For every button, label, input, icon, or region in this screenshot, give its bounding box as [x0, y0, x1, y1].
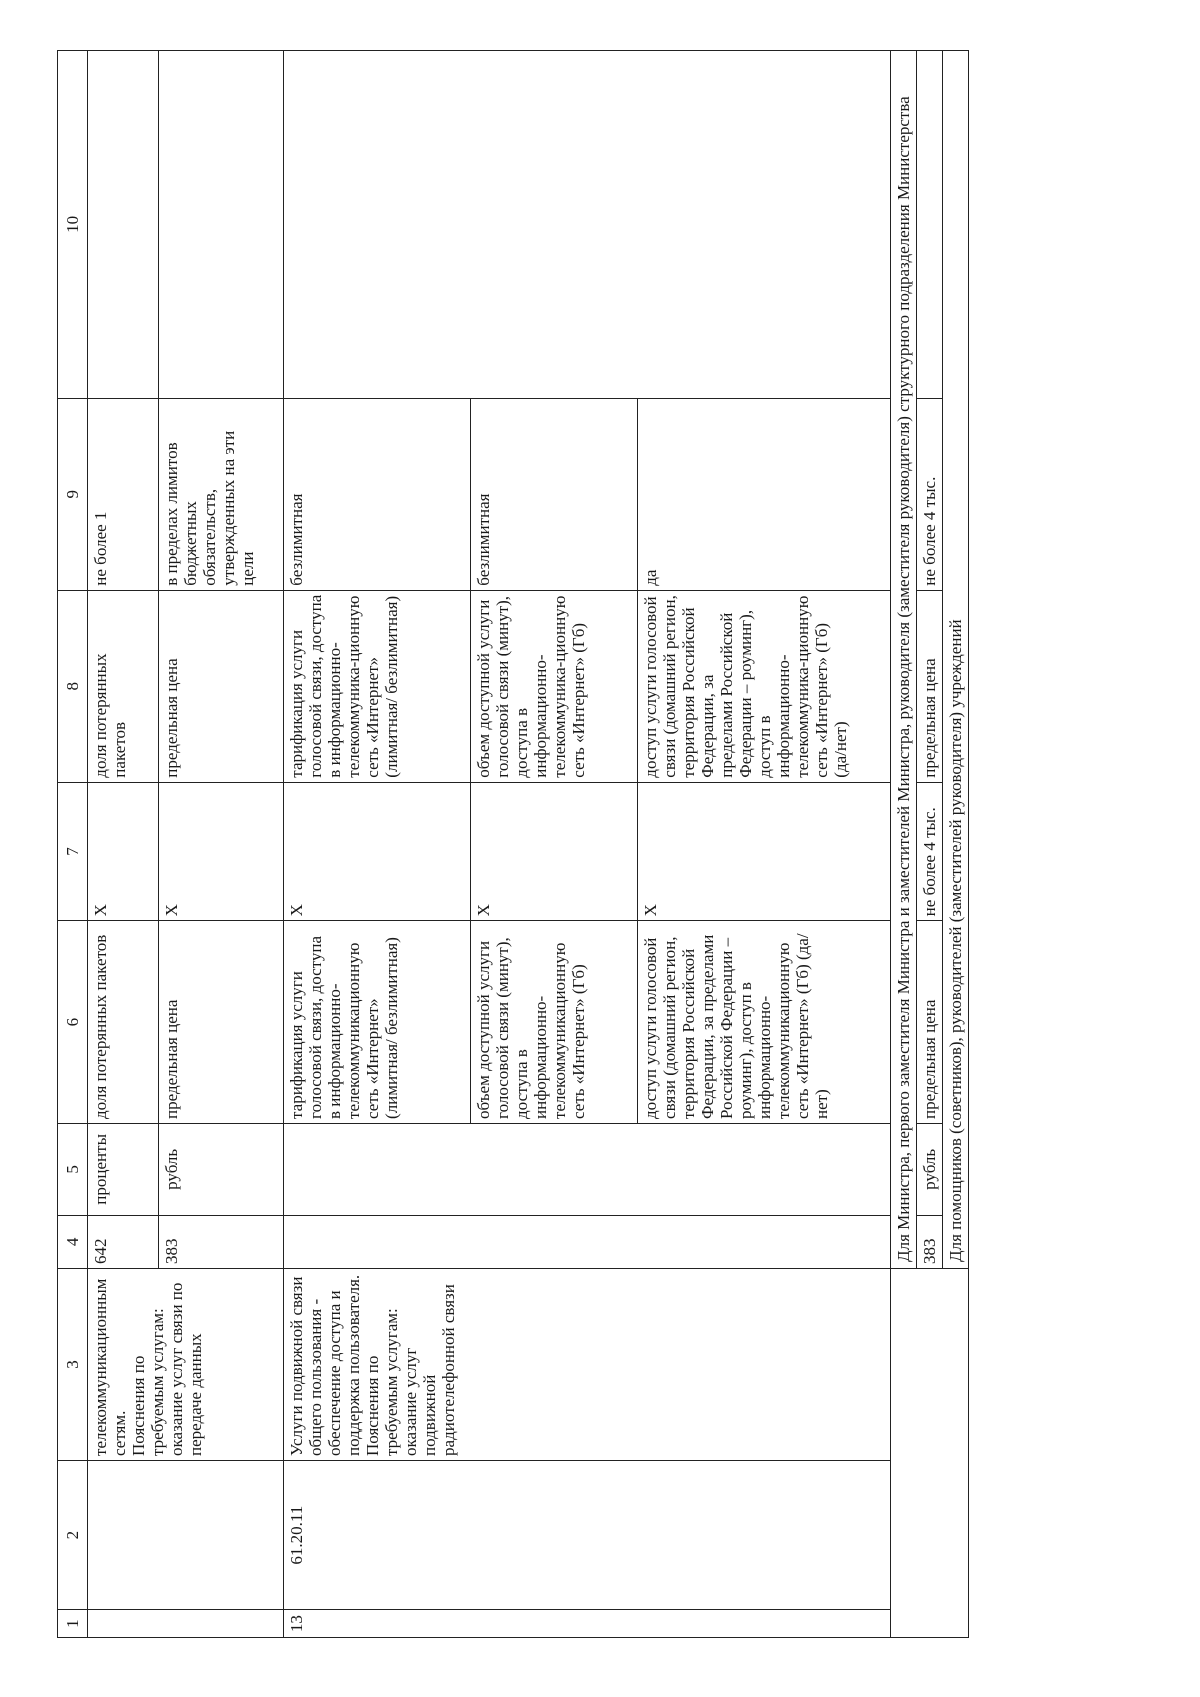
cell-approved-characteristics-list [284, 590, 891, 782]
approved-characteristic-item: тарификация услуги голосовой связи, доступа в информационно-телекоммуника-ционную сеть «Интернет» (лимитная/ безлимитная) [287, 594, 401, 778]
rotated-document-page [57, 50, 1127, 1638]
cell-empty [88, 1460, 284, 1609]
service-explanation-text: Пояснения по требуемым услугам: оказание услуг связи по передаче данных [129, 1282, 205, 1456]
section-heading-row-minister [891, 51, 917, 1638]
cell-service-description: Услуги подвижной связи общего пользования - обеспечение доступа и поддержка пользователя. Пояснения по требуемым услугам: оказание услуг подвижной радиотелефонной связи [284, 1269, 891, 1461]
mark-item: X [637, 783, 663, 921]
mark-item: X [287, 904, 306, 917]
cell-empty [284, 51, 891, 399]
cell-empty [88, 51, 159, 399]
table-row-continued-packets [88, 51, 159, 1638]
header-col-5: 5 [58, 1123, 88, 1215]
cell-value: в пределах лимитов бюджетных обязательств, утвержденных на эти цели [159, 398, 284, 590]
cell-characteristic: предельная цена [917, 921, 943, 1124]
header-col-6: 6 [58, 921, 88, 1124]
cell-empty [917, 1269, 943, 1638]
value-item: безлимитная [287, 493, 306, 586]
value-item: да [637, 399, 663, 590]
cell-row-number: 13 [284, 1610, 891, 1638]
cell-characteristic: предельная цена [159, 921, 284, 1124]
cell-okpd-code: 61.20.11 [284, 1460, 891, 1609]
cell-characteristic: доля потерянных пакетов [88, 921, 159, 1124]
cell-empty [88, 1610, 284, 1638]
cell-unit: проценты [88, 1123, 159, 1215]
table-row-minister-price [917, 51, 943, 1638]
cell-characteristics-list [284, 921, 891, 1124]
procurement-table [57, 50, 969, 1638]
header-col-3: 3 [58, 1269, 88, 1461]
cell-value: не более 4 тыс. [917, 782, 943, 921]
header-col-2: 2 [58, 1460, 88, 1609]
section-heading-minister: Для Министра, первого заместителя Министра и заместителей Министра, руководителя (заместителя руководителя) структурного подразделения Министерства [891, 51, 917, 1269]
value-item: безлимитная [470, 399, 637, 590]
cell-okei-code: 383 [917, 1215, 943, 1268]
approved-characteristic-item: объем доступной услуги голосовой связи (минут), доступа в информационно-телекоммуника-ционную сеть «Интернет» (Гб) [470, 591, 637, 782]
section-heading-row-assistants [943, 51, 969, 1638]
header-row [58, 51, 88, 1638]
cell-values-list [284, 398, 891, 590]
cell-service-description [88, 1269, 284, 1461]
cell-value: не более 1 [88, 398, 159, 590]
table-row-13 [284, 51, 891, 1638]
cell-okei-code: 642 [88, 1215, 159, 1268]
cell-empty [891, 1269, 917, 1638]
header-col-1: 1 [58, 1610, 88, 1638]
cell-unit: рубль [159, 1123, 284, 1215]
characteristic-item: объем доступной услуги голосовой связи (минут), доступа в информационно-телекоммуникационную сеть «Интернет» (Гб) [470, 921, 637, 1123]
header-col-4: 4 [58, 1215, 88, 1268]
characteristic-item: тарификация услуги голосовой связи, доступа в информационно-телекоммуникационную сеть «Интернет» (лимитная/ безлимитная) [287, 935, 401, 1119]
cell-empty [284, 1215, 891, 1268]
cell-empty [917, 51, 943, 399]
cell-value: не более 4 тыс. [917, 398, 943, 590]
header-col-9: 9 [58, 398, 88, 590]
cell-okei-code: 383 [159, 1215, 284, 1268]
approved-characteristic-item: доступ услуги голосовой связи (домашний регион, территория Российской Федерации, за пределами Российской Федерации – роуминг), доступ в информационно-телекоммуника-ционную сеть «Интернет» (Гб) (да/нет) [637, 591, 853, 782]
cell-marks-list [284, 782, 891, 921]
cell-characteristic-approved: предельная цена [917, 590, 943, 782]
section-heading-assistants: Для помощников (советников), руководителей (заместителей руководителя) учреждений [943, 51, 969, 1269]
cell-mark: X [88, 782, 159, 921]
service-continuation-text: телекоммуникационным сетям. [91, 1278, 129, 1456]
cell-mark: X [159, 782, 284, 921]
characteristic-item: доступ услуги голосовой связи (домашний регион, территория Российской Федерации, за пределами Российской Федерации – роуминг), доступ в информационно-телекоммуникационную сеть «Интернет» (Гб) (да/нет) [637, 921, 834, 1123]
cell-empty [943, 1269, 969, 1638]
cell-empty [284, 1123, 891, 1215]
cell-characteristic-approved: предельная цена [159, 590, 284, 782]
header-col-7: 7 [58, 782, 88, 921]
cell-empty [159, 51, 284, 399]
header-col-10: 10 [58, 51, 88, 399]
mark-item: X [470, 783, 637, 921]
cell-characteristic-approved: доля потерянных пакетов [88, 590, 159, 782]
cell-unit: рубль [917, 1123, 943, 1215]
header-col-8: 8 [58, 590, 88, 782]
